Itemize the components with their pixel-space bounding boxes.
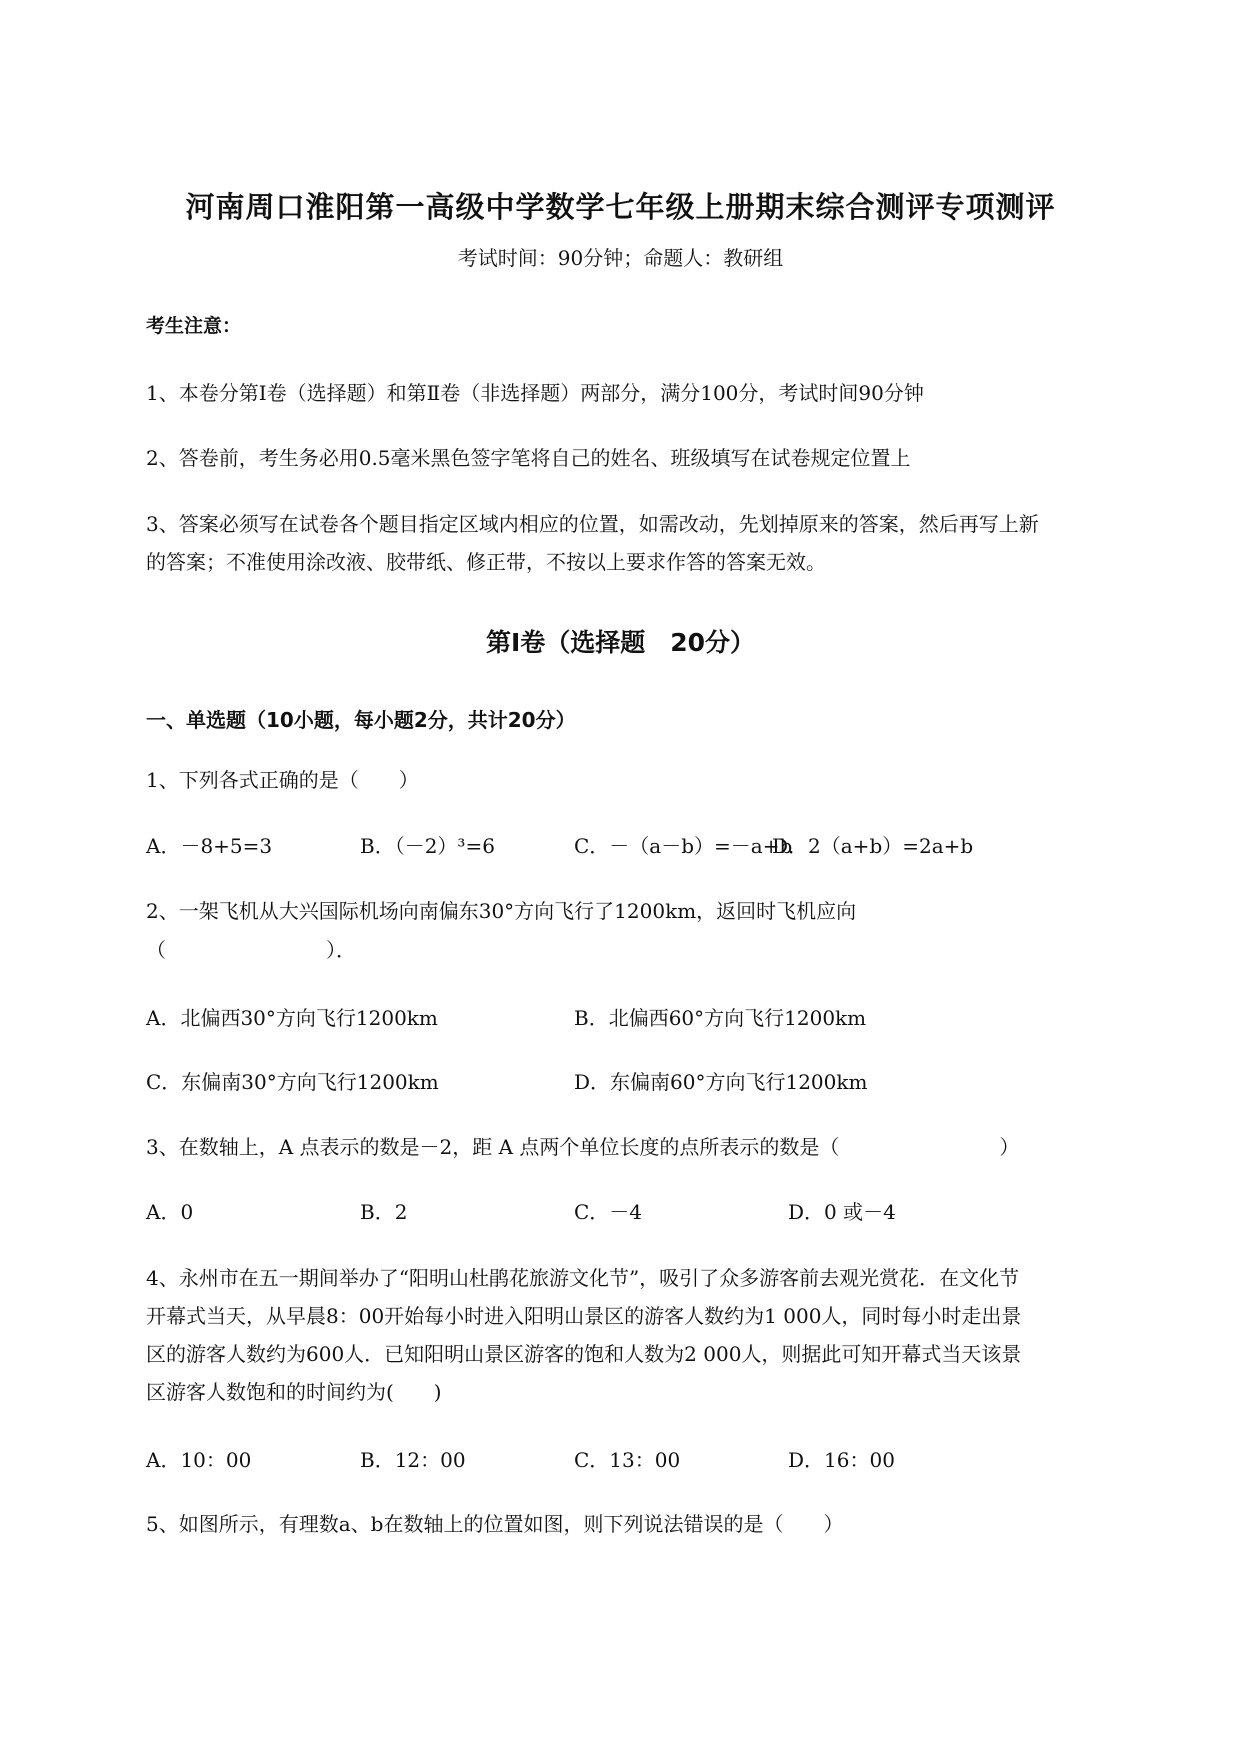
- option-b[interactable]: B．北偏西60°方向飞行1200km: [574, 1006, 867, 1030]
- question-stem-continued: 区游客人数饱和的时间约为( ): [146, 1380, 442, 1404]
- question-stem: 3、在数轴上，A 点表示的数是－2，距 A 点两个单位长度的点所表示的数是（ ）: [146, 1135, 1020, 1159]
- notice-item: 1、本卷分第Ⅰ卷（选择题）和第Ⅱ卷（非选择题）两部分，满分100分，考试时间90分钟: [146, 381, 924, 405]
- notice-label: 考生注意：: [146, 315, 242, 337]
- section-title: 第Ⅰ卷（选择题 20分）: [485, 628, 756, 657]
- option-d[interactable]: D．东偏南60°方向飞行1200km: [574, 1070, 868, 1094]
- question-stem-continued: 开幕式当天，从早晨8：00开始每小时进入阳明山景区的游客人数约为1 000人，同时每小时走出景: [146, 1304, 1022, 1328]
- option-a[interactable]: A．北偏西30°方向飞行1200km: [146, 1006, 438, 1030]
- notice-item-continued: 的答案；不准使用涂改液、胶带纸、修正带，不按以上要求作答的答案无效。: [146, 550, 826, 574]
- option-c[interactable]: C．－4: [574, 1200, 643, 1224]
- option-a[interactable]: A．－8+5=3: [146, 834, 273, 858]
- option-c[interactable]: C．13：00: [574, 1448, 681, 1472]
- option-b[interactable]: B．12：00: [360, 1448, 466, 1472]
- page-title: 河南周口淮阳第一高级中学数学七年级上册期末综合测评专项测评: [185, 190, 1056, 224]
- question-stem: 1、下列各式正确的是（ ）: [146, 768, 419, 792]
- question-stem: 5、如图所示，有理数a、b在数轴上的位置如图，则下列说法错误的是（ ）: [146, 1512, 844, 1536]
- option-d[interactable]: D．16：00: [788, 1448, 895, 1472]
- notice-item: 3、答案必须写在试卷各个题目指定区域内相应的位置，如需改动，先划掉原来的答案，然后再写上新: [146, 512, 1039, 536]
- question-stem: 4、永州市在五一期间举办了“阳明山杜鹃花旅游文化节”，吸引了众多游客前去观光赏花．在文化节: [146, 1266, 1020, 1290]
- answer-blank: （ ）．: [146, 938, 356, 962]
- option-b[interactable]: B．2: [360, 1200, 408, 1224]
- exam-info: 考试时间：90分钟；命题人：教研组: [457, 246, 784, 270]
- option-a[interactable]: A．10：00: [146, 1448, 252, 1472]
- option-a[interactable]: A．0: [146, 1200, 194, 1224]
- part-title: 一、单选题（10小题，每小题2分，共计20分）: [146, 708, 576, 732]
- option-b[interactable]: B．（－2）³=6: [360, 834, 495, 858]
- question-stem-continued: 区的游客人数约为600人．已知阳明山景区游客的饱和人数为2 000人，则据此可知开幕式当天该景: [146, 1342, 1022, 1366]
- option-d[interactable]: D．0 或－4: [788, 1200, 896, 1224]
- option-c[interactable]: C．东偏南30°方向飞行1200km: [146, 1070, 439, 1094]
- option-d[interactable]: D．2（a+b）=2a+b: [772, 834, 974, 858]
- notice-item: 2、答卷前，考生务必用0.5毫米黑色签字笔将自己的姓名、班级填写在试卷规定位置上: [146, 446, 911, 470]
- option-c[interactable]: C．－（a－b）=－a+b: [574, 834, 793, 858]
- question-stem: 2、一架飞机从大兴国际机场向南偏东30°方向飞行了1200km，返回时飞机应向: [146, 899, 857, 923]
